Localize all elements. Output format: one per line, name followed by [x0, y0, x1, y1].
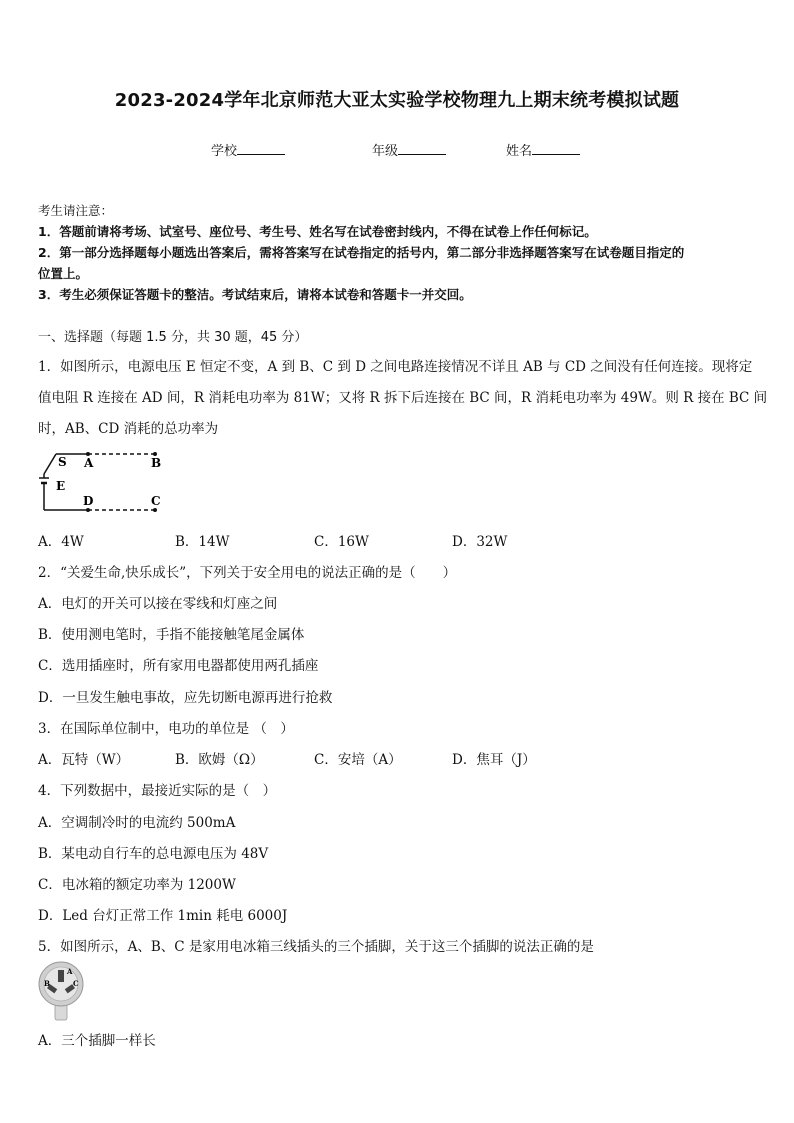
notice-heading: 考生请注意： — [38, 203, 114, 218]
name-field — [506, 140, 580, 159]
plug-label-a: A — [67, 967, 73, 976]
option-c[interactable]: C．16W — [314, 534, 369, 550]
question-4-option-b[interactable]: B．某电动自行车的总电源电压为 48V — [38, 846, 269, 862]
plug-label-c: C — [73, 979, 79, 988]
question-5-stem: 5．如图所示，A、B、C 是家用电冰箱三线插头的三个插脚，关于这三个插脚的说法正确的是 — [38, 939, 594, 955]
notice-item: 3．考生必须保证答题卡的整洁。考试结束后，请将本试卷和答题卡一并交回。 — [38, 287, 472, 302]
terminal-c — [153, 508, 157, 512]
exam-title: 2023-2024学年北京师范大亚太实验学校物理九上期末统考模拟试题 — [114, 90, 680, 111]
grade-label: 年级 — [372, 144, 399, 159]
label-s: S — [58, 455, 67, 469]
label-c: C — [151, 494, 161, 508]
label-d: D — [83, 494, 94, 508]
question-2-option-a[interactable]: A．电灯的开关可以接在零线和灯座之间 — [38, 596, 278, 612]
grade-blank — [398, 142, 446, 155]
question-4-option-d[interactable]: D．Led 台灯正常工作 1min 耗电 6000J — [38, 908, 288, 924]
switch-blade — [44, 454, 56, 474]
label-b: B — [151, 456, 162, 470]
question-1-line: 时，AB、CD 消耗的总功率为 — [38, 421, 219, 437]
option-d[interactable]: D．焦耳（J） — [452, 752, 536, 768]
pin-a — [58, 970, 64, 982]
name-label: 姓名 — [506, 144, 533, 159]
label-a: A — [84, 456, 94, 470]
question-1-options — [0, 530, 794, 550]
question-3-stem: 3．在国际单位制中，电功的单位是 （ ） — [38, 721, 294, 737]
exam-notice — [38, 200, 760, 305]
option-c[interactable]: C．安培（A） — [314, 752, 402, 768]
option-a[interactable]: A．4W — [38, 534, 84, 550]
option-b[interactable]: B．14W — [175, 534, 230, 550]
option-b[interactable]: B．欧姆（Ω） — [175, 752, 264, 768]
name-blank — [532, 142, 580, 155]
circuit-diagram — [38, 448, 168, 518]
question-2-option-d[interactable]: D．一旦发生触电事故，应先切断电源再进行抢救 — [38, 690, 333, 706]
question-1-line: 1．如图所示，电源电压 E 恒定不变，A 到 B、C 到 D 之间电路连接情况不详且 AB 与 CD 之间没有任何连接。现将定 — [38, 359, 753, 375]
notice-item: 1．答题前请将考场、试室号、座位号、考生号、姓名写在试卷密封线内，不得在试卷上作任何标记。 — [38, 224, 597, 239]
question-4-option-a[interactable]: A．空调制冷时的电流约 500mA — [38, 815, 236, 831]
label-e: E — [56, 479, 66, 493]
question-4-stem: 4．下列数据中，最接近实际的是（ ） — [38, 783, 277, 799]
question-1-stem — [38, 352, 767, 445]
grade-field — [372, 140, 446, 159]
option-a[interactable]: A．瓦特（W） — [38, 752, 130, 768]
school-label: 学校 — [211, 144, 238, 159]
notice-item: 2．第一部分选择题每小题选出答案后，需将答案写在试卷指定的括号内，第二部分非选择题答案写在试卷题目指定的 — [38, 245, 685, 260]
school-field — [211, 140, 285, 159]
notice-item: 位置上。 — [38, 266, 89, 281]
question-2-option-b[interactable]: B．使用测电笔时，手指不能接触笔尾金属体 — [38, 627, 305, 643]
question-1-line: 值电阻 R 连接在 AD 间，R 消耗电功率为 81W；又将 R 拆下后连接在 BC 间，R 消耗电功率为 49W。则 R 接在 BC 间 — [38, 390, 768, 406]
question-4-option-c[interactable]: C．电冰箱的额定功率为 1200W — [38, 877, 236, 893]
school-blank — [237, 142, 285, 155]
section-title: 一、选择题（每题 1.5 分，共 30 题，45 分） — [38, 330, 308, 345]
question-2-option-c[interactable]: C．选用插座时，所有家用电器都使用两孔插座 — [38, 658, 319, 674]
question-2-stem: 2．“关爱生命,快乐成长”，下列关于安全用电的说法正确的是（ ） — [38, 565, 457, 581]
plug-label-b: B — [44, 979, 50, 988]
question-3-options — [0, 748, 794, 768]
three-pin-plug-image — [36, 960, 86, 1022]
option-d[interactable]: D．32W — [452, 534, 508, 550]
question-5-option-a[interactable]: A．三个插脚一样长 — [38, 1033, 156, 1049]
